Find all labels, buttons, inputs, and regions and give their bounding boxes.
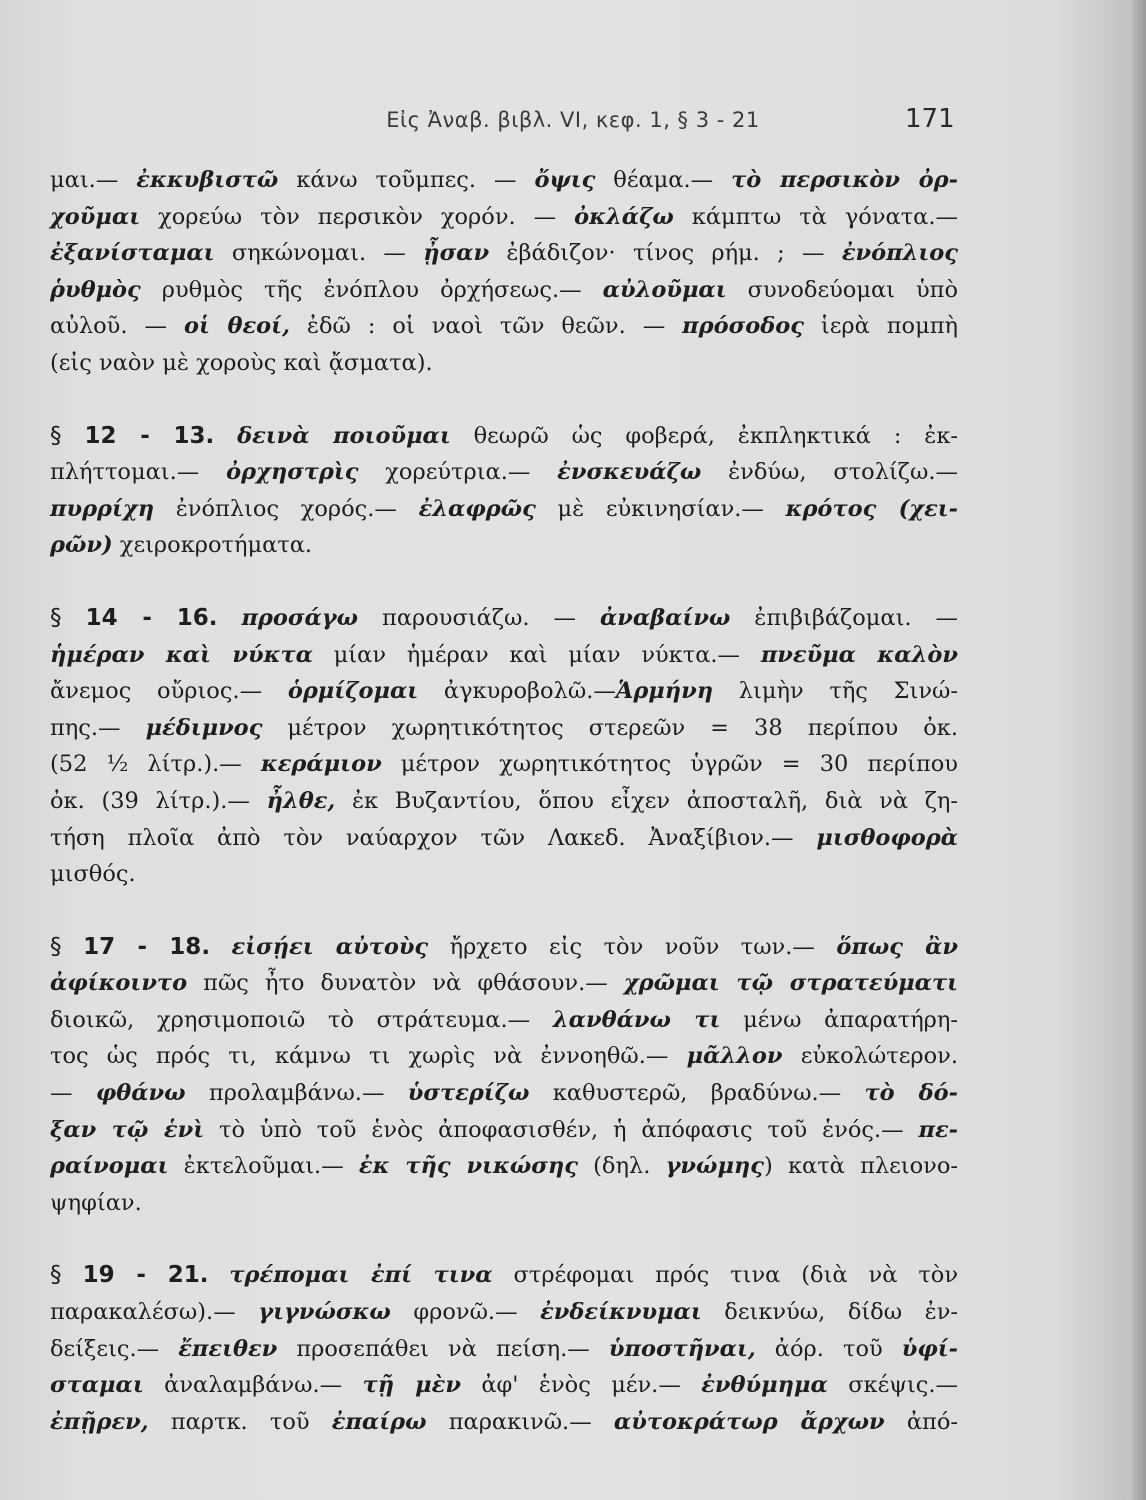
lemma-term: πνεῦμα καλὸν: [760, 641, 958, 668]
page-body: [50, 162, 958, 1440]
gloss-text: σηκώνομαι. —: [214, 240, 424, 267]
text-line: [50, 783, 958, 820]
text-line: [50, 746, 958, 783]
lemma-term: ὅπως ἂν: [836, 933, 959, 960]
gloss-text: μίαν ἡμέραν καὶ μίαν νύκτα.—: [312, 641, 761, 668]
gloss-text: καθυστερῶ, βραδύνω.—: [529, 1080, 865, 1107]
gloss-text: κάνω τοῦμπες. —: [278, 167, 535, 193]
gloss-text: μένω ἀπαρατήρη-: [720, 1006, 958, 1033]
gloss-text: χειροκροτήματα.: [112, 532, 313, 559]
section-marker: 17 - 18.: [83, 933, 211, 960]
page-edge-shadow: [1132, 0, 1146, 1500]
lemma-term: ὑστερίζω: [407, 1080, 530, 1107]
gloss-text: [218, 605, 242, 631]
text-line: [50, 1294, 958, 1331]
gloss-text: θέαμα.—: [595, 167, 732, 193]
gloss-text: παρακινῶ.—: [426, 1408, 614, 1435]
lemma-term: ἐκκυβιστῶ: [136, 167, 279, 193]
lemma-term: ἐνθύμημα: [701, 1372, 828, 1399]
gloss-text: ἐκ Βυζαντίου, ὅπου εἶχεν ἀποσταλῆ, διὰ νὰ ζη-: [335, 787, 958, 814]
text-line: [50, 1112, 958, 1149]
gloss-text: δεικνύω, δίδω ἐν-: [701, 1299, 958, 1326]
gloss-text: μὲ εὐκινησίαν.—: [535, 495, 786, 522]
gloss-text: [208, 1262, 229, 1288]
paragraph-gap: [50, 893, 958, 929]
gloss-text: τος ὡς πρός τι, κάμνω τι χωρὶς νὰ ἐννοηθῶ.—: [50, 1043, 687, 1070]
lemma-term: τρέπομαι ἐπί τινα: [229, 1262, 493, 1289]
text-line: [50, 600, 958, 637]
lemma-term: τῇ μὲν: [362, 1372, 461, 1399]
lemma-term: ὑποστῆναι,: [608, 1335, 756, 1362]
text-line: [50, 199, 958, 236]
gloss-text: μισθός.: [50, 861, 136, 888]
text-line: [50, 418, 958, 455]
lemma-term: ἐκ τῆς νικώσης: [358, 1153, 578, 1180]
text-line: [50, 345, 958, 382]
text-line: [50, 929, 958, 966]
text-line: [50, 272, 958, 309]
lemma-term: ραίνομαι: [50, 1153, 169, 1180]
lemma-term: δεινὰ ποιοῦμαι: [237, 422, 451, 449]
lemma-term: χρῶμαι τῷ στρατεύματι: [623, 970, 958, 997]
lemma-term: ἐνσκευάζω: [557, 459, 702, 486]
text-line: [50, 820, 958, 857]
gloss-text: πλήττομαι.—: [50, 459, 227, 486]
lemma-term: μισθοφορὰ: [816, 824, 958, 851]
gloss-text: χορεύτρια.—: [358, 459, 558, 486]
gloss-text: —: [50, 1080, 96, 1107]
text-line: [50, 637, 958, 674]
gloss-text: ἐκτελοῦμαι.—: [168, 1153, 359, 1180]
lemma-term: ἦλθε,: [266, 787, 336, 814]
lemma-term: κεράμιον: [260, 751, 382, 778]
lemma-term: αὐλοῦμαι: [602, 276, 727, 303]
gloss-text: (εἰς ναὸν μὲ χοροὺς καὶ ᾄσματα).: [50, 349, 433, 376]
lemma-term: ἐπῇρεν,: [50, 1408, 149, 1435]
text-line: [50, 1148, 958, 1185]
gloss-text: ἐβάδιζον· τίνος ρήμ. ; —: [489, 240, 842, 267]
gloss-text: ἐπιβιβάζομαι. —: [730, 604, 958, 631]
gloss-text: ψηφίαν.: [50, 1189, 142, 1216]
lemma-term: φθάνω: [95, 1080, 186, 1107]
lemma-term: οἱ θεοί,: [183, 313, 290, 340]
gloss-text: αὐλοῦ. —: [50, 313, 184, 340]
text-line: [50, 673, 958, 710]
gloss-text: ἐνόπλιος χορός.—: [154, 495, 419, 522]
gloss-text: κάμπτω τὰ γόνατα.—: [673, 203, 959, 230]
text-line: [50, 965, 958, 1002]
text-line: [50, 308, 958, 345]
gloss-text: [210, 934, 231, 960]
gloss-text: ἐνδύω, στολίζω.—: [701, 459, 958, 486]
gloss-text: ἱερὰ πομπὴ: [803, 313, 958, 340]
gloss-text: παρακαλέσω).—: [50, 1299, 259, 1326]
gloss-text: (52 ½ λίτρ.).—: [50, 751, 261, 778]
gloss-text: μέτρον χωρητικότητος ὑγρῶν = 30 περίπου: [381, 751, 958, 778]
gloss-text: ἀπό-: [884, 1408, 958, 1435]
lemma-term: γιγνώσκω: [258, 1299, 391, 1326]
lemma-term: ἐνόπλιος: [841, 240, 958, 267]
text-line: [50, 1257, 958, 1294]
gloss-text: ρυθμὸς τῆς ἐνόπλου ὀρχήσεως.—: [140, 276, 603, 303]
lemma-term: ἐνδείκνυμαι: [540, 1299, 702, 1326]
text-line: [50, 527, 958, 564]
gloss-text: μέτρον χωρητικότητος στερεῶν = 38 περίπου ὀκ.: [262, 714, 958, 741]
lemma-term: ξαν τῷ ἑνὶ: [50, 1116, 205, 1143]
gloss-text: τὸ ὑπὸ τοῦ ἑνὸς ἀποφασισθέν, ἡ ἀπόφασις τοῦ ἑνός.—: [204, 1116, 919, 1143]
gloss-text: [214, 423, 237, 449]
gloss-text: παρτκ. τοῦ: [148, 1408, 332, 1435]
gloss-text: προλαμβάνω.—: [185, 1080, 408, 1107]
gloss-text: θεωρῶ ὡς φοβερά, ἐκπληκτικά : ἐκ-: [450, 422, 959, 449]
running-header: Εἰς Ἀναβ. βιβλ. VI, κεφ. 1, § 3 - 21: [386, 108, 760, 132]
lemma-term: ἡμέραν καὶ νύκτα: [50, 641, 313, 668]
lemma-term: προσάγω: [241, 604, 359, 631]
gloss-text: τήση πλοῖα ἀπὸ τὸν ναύαρχον τῶν Λακεδ. Ἀναξίβιον.—: [50, 824, 817, 851]
text-line: [50, 235, 958, 272]
gloss-text: χορεύω τὸν περσικὸν χορόν. —: [140, 203, 575, 230]
gloss-text: σκέψις.—: [827, 1372, 958, 1399]
lemma-term: χοῦμαι: [50, 203, 141, 230]
gloss-text: δείξεις.—: [50, 1335, 179, 1362]
paragraph-gap: [50, 1221, 958, 1257]
section-marker: §: [50, 1262, 83, 1289]
lemma-term: σταμαι: [50, 1372, 144, 1399]
lemma-term: ρῶν): [50, 532, 113, 559]
gloss-text: ἀφ' ἑνὸς μέν.—: [460, 1372, 702, 1399]
gloss-text: (δηλ.: [577, 1153, 666, 1180]
lemma-term: ἔπειθεν: [178, 1335, 278, 1362]
lemma-term: ἐπαίρω: [331, 1408, 427, 1435]
page-number: 171: [905, 104, 955, 134]
gloss-text: ἀόρ. τοῦ: [755, 1335, 902, 1362]
text-line: [50, 162, 958, 199]
text-line: [50, 454, 958, 491]
text-line: [50, 856, 958, 893]
lemma-term: πε-: [918, 1116, 958, 1143]
gloss-text: λιμὴν τῆς Σινώ-: [713, 678, 958, 705]
lemma-term: ὁρμίζομαι: [287, 678, 419, 705]
text-line: [50, 1075, 958, 1112]
lemma-term: ἀφίκοιντο: [50, 970, 188, 997]
gloss-text: πης.—: [50, 714, 146, 741]
gloss-text: εὐκολώτερον.: [782, 1043, 958, 1070]
lemma-term: ὀκλάζω: [574, 203, 674, 230]
section-marker: §: [50, 604, 86, 631]
text-line: [50, 1002, 958, 1039]
gloss-text: ἀναλαμβάνω.—: [143, 1372, 363, 1399]
gloss-text: συνοδεύομαι ὑπὸ: [726, 276, 958, 303]
lemma-term: κρότος (χει-: [785, 495, 958, 522]
lemma-term: ἐλαφρῶς: [418, 495, 536, 522]
gloss-text: στρέφομαι πρός τινα (διὰ νὰ τὸν: [492, 1262, 959, 1289]
section-marker: §: [50, 933, 84, 960]
text-line: [50, 1404, 958, 1441]
section-marker: 12 - 13.: [84, 422, 215, 449]
gloss-text: πῶς ἦτο δυνατὸν νὰ φθάσουν.—: [187, 970, 624, 997]
lemma-term: ἐξανίσταμαι: [50, 240, 215, 267]
text-line: [50, 1185, 958, 1222]
lemma-term: τὸ περσικὸν ὀρ-: [731, 167, 958, 193]
gloss-text: φρονῶ.—: [390, 1299, 541, 1326]
section-marker: 14 - 16.: [85, 604, 218, 631]
gloss-text: παρουσιάζω. —: [358, 604, 600, 631]
text-line: [50, 491, 958, 528]
gloss-text: ἀγκυροβολῶ.—: [418, 678, 616, 705]
text-line: [50, 710, 958, 747]
paragraph-gap: [50, 382, 958, 418]
gloss-text: προσεπάθει νὰ πείση.—: [277, 1335, 609, 1362]
lemma-term: εἰσῄει αὐτοὺς: [231, 933, 429, 960]
gloss-text: ) κατὰ πλειονο-: [763, 1153, 958, 1180]
lemma-term: ὑφί-: [901, 1335, 958, 1362]
section-marker: §: [50, 422, 85, 449]
text-line: [50, 1038, 958, 1075]
gloss-text: διοικῶ, χρησιμοποιῶ τὸ στράτευμα.—: [50, 1006, 553, 1033]
lemma-term: λανθάνω τι: [552, 1006, 721, 1033]
gloss-text: ὀκ. (39 λίτρ.).—: [50, 787, 267, 814]
lemma-term: μᾶλλον: [686, 1043, 783, 1070]
lemma-term: Ἁρμήνη: [615, 678, 714, 705]
lemma-term: πυρρίχη: [50, 495, 155, 522]
lemma-term: γνώμης: [665, 1153, 764, 1180]
lemma-term: τὸ δό-: [864, 1080, 958, 1107]
lemma-term: αὐτοκράτωρ ἄρχων: [613, 1408, 885, 1435]
text-line: [50, 1331, 958, 1368]
lemma-term: πρόσοδος: [682, 313, 804, 340]
lemma-term: ἀναβαίνω: [599, 604, 731, 631]
text-line: [50, 1367, 958, 1404]
lemma-term: μέδιμνος: [145, 714, 263, 741]
gloss-text: ἄνεμος οὔριος.—: [50, 678, 288, 705]
gloss-text: ἤρχετο εἰς τὸν νοῦν των.—: [428, 933, 837, 960]
section-marker: 19 - 21.: [82, 1262, 209, 1289]
lemma-term: ὀρχηστρὶς: [226, 459, 359, 486]
paragraph-gap: [50, 564, 958, 600]
lemma-term: ᾖσαν: [423, 240, 490, 267]
gloss-text: μαι.—: [50, 167, 137, 193]
gloss-text: ἐδῶ : οἱ ναοὶ τῶν θεῶν. —: [289, 313, 683, 340]
lemma-term: ὄψις: [534, 167, 596, 193]
lemma-term: ῥυθμὸς: [50, 276, 141, 303]
